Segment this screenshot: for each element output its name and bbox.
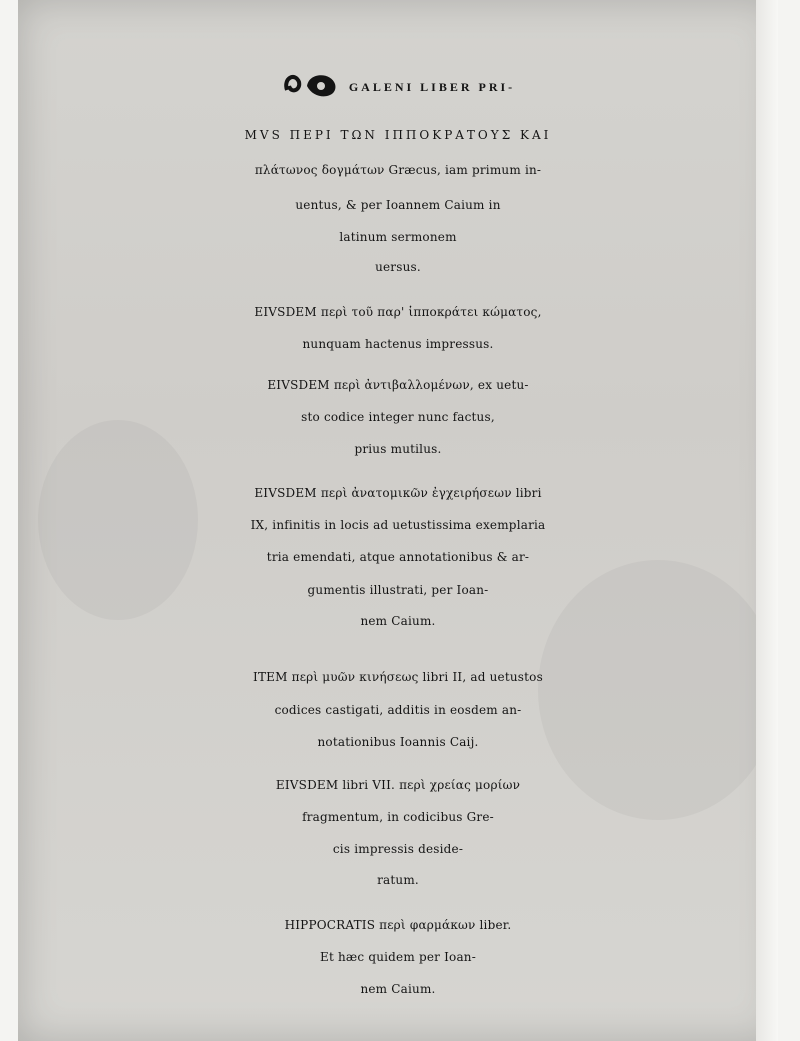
text-line-4: uentus, & per Ioannem Caium in [295, 198, 501, 212]
eiusdem-heading-1: EIVSDEM περὶ τοῦ παρ' ἱπποκράτει κώματος, [254, 305, 542, 319]
text-line-15: gumentis illustrati, per Ioan- [307, 583, 489, 597]
text-line-23: ratum. [377, 873, 419, 887]
title-line [18, 68, 778, 108]
hippocratis-heading: HIPPOCRATIS περὶ φαρμάκων liber. [284, 918, 512, 932]
text-line-16: nem Caium. [360, 614, 436, 628]
text-line-21: fragmentum, in codicibus Gre- [302, 810, 494, 824]
text-line-19: notationibus Ioannis Caij. [317, 735, 479, 749]
text-line-26: nem Caium. [360, 982, 436, 996]
text-line-13: IX, infinitis in locis ad uetustissima exemplaria [250, 518, 546, 532]
fleuron-icon [281, 68, 339, 108]
eiusdem-heading-4: EIVSDEM libri VII. περὶ χρείας μορίων [275, 778, 521, 792]
text-line-14: tria emendati, atque annotationibus & ar- [266, 550, 530, 564]
text-line-6: uersus. [375, 260, 421, 274]
text-line-8: nunquam hactenus impressus. [302, 337, 494, 351]
text-line-3: πλάτωνος δογμάτων Græcus, iam primum in- [254, 163, 542, 177]
title-text: GALENI LIBER PRI- [348, 79, 516, 94]
text-line-10: sto codice integer nunc factus, [301, 410, 495, 424]
text-line-22: cis impressis deside- [332, 842, 464, 856]
item-heading: ITEM περὶ μυῶν κινήσεως libri II, ad uetustos [253, 670, 543, 684]
eiusdem-heading-2: EIVSDEM περὶ ἀντιβαλλομένων, ex uetu- [267, 378, 529, 392]
subtitle-greek-caps: MVS ΠΕΡΙ ΤΩΝ ΙΠΠΟΚΡΑΤΟΥΣ ΚΑΙ [244, 128, 552, 142]
text-line-25: Et hæc quidem per Ioan- [319, 950, 476, 964]
text-line-18: codices castigati, additis in eosdem an- [274, 703, 522, 717]
text-line-5: latinum sermonem [339, 230, 457, 244]
text-line-11: prius mutilus. [354, 442, 442, 456]
eiusdem-heading-3: EIVSDEM περὶ ἀνατομικῶν ἐγχειρήσεων libri [254, 486, 542, 500]
book-page [18, 0, 778, 1041]
